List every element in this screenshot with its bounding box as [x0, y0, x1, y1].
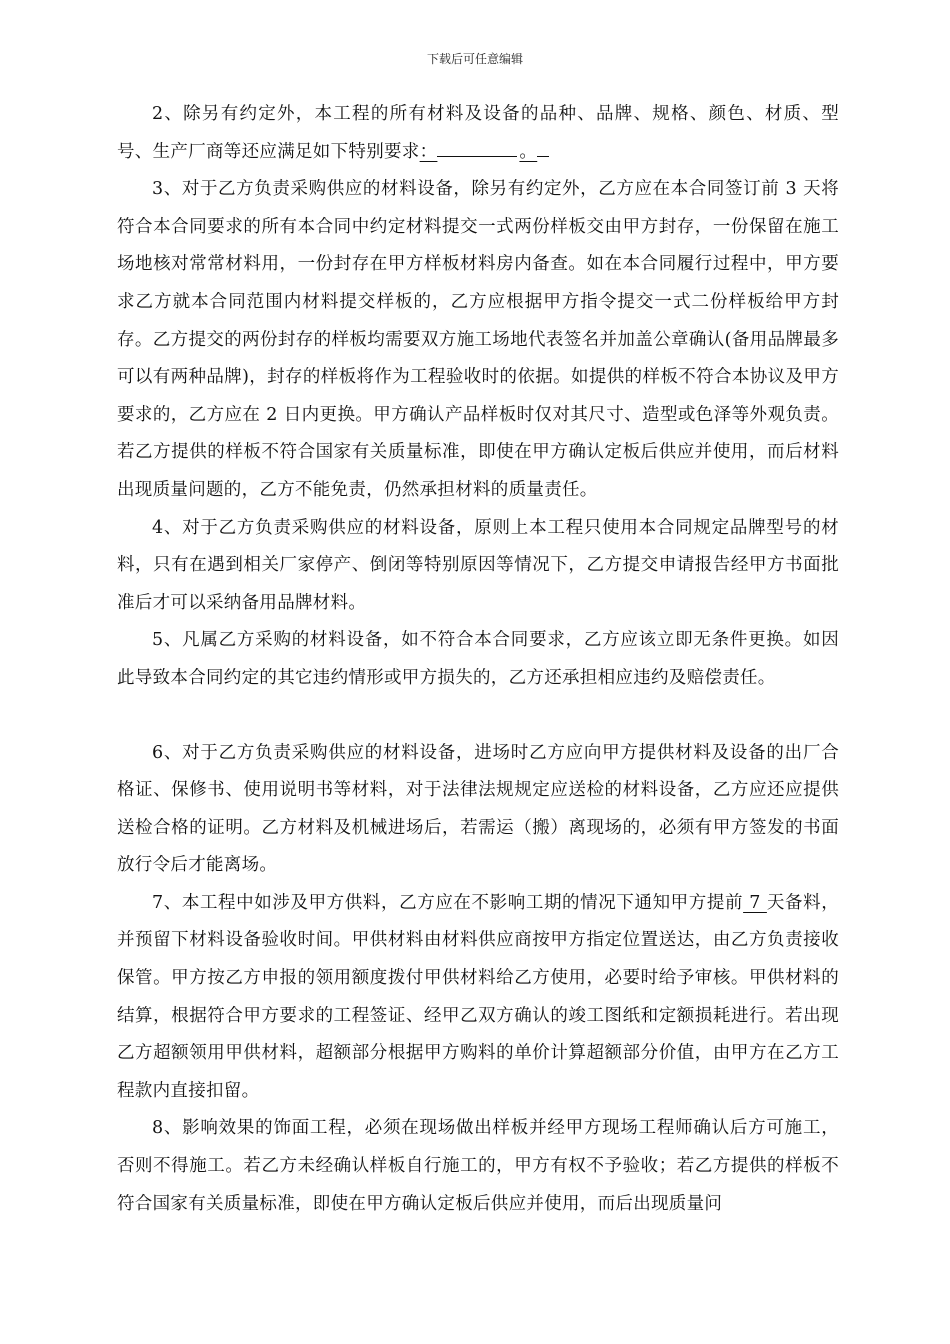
clause-8: 8、影响效果的饰面工程，必须在现场做出样板并经甲方现场工程师确认后方可施工，否则不得施工。若乙方未经确认样板自行施工的，甲方有权不予验收；若乙方提供的样板不符合国家有关质量标准，即使在甲方确认定板后供应并使用，而后出现质量问 [117, 1118, 839, 1214]
clause-3: 3、对于乙方负责采购供应的材料设备，除另有约定外，乙方应在本合同签订前 3 天将符合本合同要求的所有本合同中约定材料提交一式两份样板交由甲方封存，一份保留在施工场地核对常常材料用，一份封存在甲方样板材料房内备查。如在本合同履行过程中，甲方要求乙方就本合同范围内材料提交样板的，乙方应根据甲方指令提交一式二份样板给甲方封存。乙方提交的两份封存的样板均需要双方施工场地代表签名并加盖公章确认(备用品牌最多可以有两种品牌)，封存的样板将作为工程验收时的依据。如提供的样板不符合本协议及甲方要求的，乙方应在 2 日内更换。甲方确认产品样板时仅对其尺寸、造型或色泽等外观负责。若乙方提供的样板不符合国家有关质量标准，即使在甲方确认定板后供应并使用，而后材料出现质量问题的，乙方不能免责，仍然承担材料的质量责任。 [117, 179, 839, 500]
document-body [117, 96, 839, 1223]
clause-2 [117, 96, 839, 171]
clause-4: 4、对于乙方负责采购供应的材料设备，原则上本工程只使用本合同规定品牌型号的材料，只有在遇到相关厂家停产、倒闭等特别原因等情况下，乙方提交申请报告经甲方书面批准后才可以采纳备用品牌材料。 [117, 517, 839, 613]
clause-2-blank-tail [537, 136, 549, 157]
clause-2-blank-end: 。 [519, 141, 538, 162]
clause-7 [117, 885, 839, 1111]
clause-2-text: 2、除另有约定外，本工程的所有材料及设备的品种、品牌、规格、颜色、材质、型号、生产厂商等还应满足如下特别要求 [117, 104, 839, 162]
clause-7-days: 7 [743, 892, 767, 913]
page-header: 下载后可任意编辑 [426, 52, 523, 66]
clause-7-before: 7、本工程中如涉及甲方供料，乙方应在不影响工期的情况下通知甲方提前 [152, 892, 744, 913]
clause-6: 6、对于乙方负责采购供应的材料设备，进场时乙方应向甲方提供材料及设备的出厂合格证、保修书、使用说明书等材料，对于法律法规规定应送检的材料设备，乙方应还应提供送检合格的证明。乙方材料及机械进场后，若需运（搬）离现场的，必须有甲方签发的书面放行令后才能离场。 [117, 742, 839, 876]
clause-7-after: 天备料，并预留下材料设备验收时间。甲供材料由材料供应商按甲方指定位置送达，由乙方负责接收保管。甲方按乙方申报的领用额度拨付甲供材料给乙方使用，必要时给予审核。甲供材料的结算，根据符合甲方要求的工程签证、经甲乙双方确认的竣工图纸和定额损耗进行。若出现乙方超额领用甲供材料，超额部分根据甲方购料的单价计算超额部分价值，由甲方在乙方工程款内直接扣留。 [117, 892, 840, 1101]
clause-5: 5、凡属乙方采购的材料设备，如不符合本合同要求，乙方应该立即无条件更换。如因此导致本合同约定的其它违约情形或甲方损失的，乙方还承担相应违约及赔偿责任。 [117, 630, 839, 688]
paragraph-spacer [117, 698, 839, 735]
clause-2-colon: ： [419, 141, 438, 162]
clause-2-blank [437, 136, 517, 157]
